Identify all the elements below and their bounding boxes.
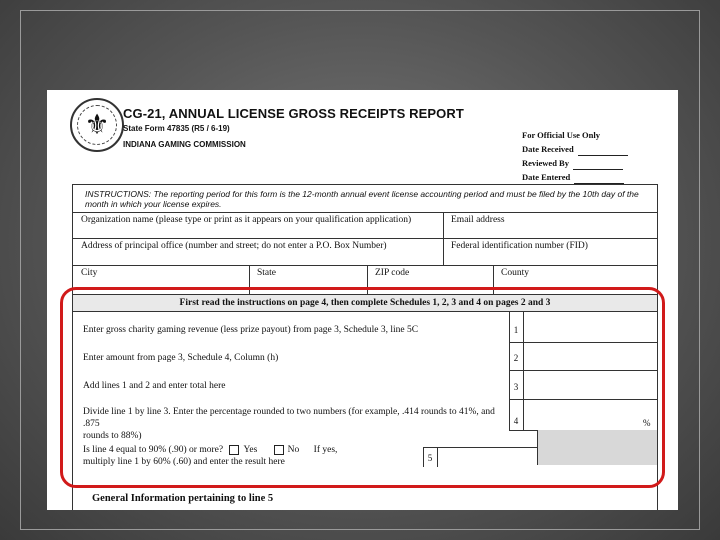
instructions-banner: First read the instructions on page 4, then complete Schedules 1, 2, 3 and 4 on pages 2 and 3 <box>73 294 657 312</box>
state-form-number: State Form 47835 (R5 / 6-19) <box>123 124 230 133</box>
email-label: Email address <box>451 215 505 225</box>
line-5-text-b: multiply line 1 by 60% (.60) and enter the result here <box>83 457 285 467</box>
line-4-number: 4 <box>513 416 519 426</box>
line-3-number: 3 <box>513 382 519 392</box>
yes-checkbox[interactable] <box>229 445 239 455</box>
line-4-percent-sign: % <box>643 418 651 428</box>
line-4-text-b: rounds to 88%) <box>83 431 142 441</box>
official-use-heading: For Official Use Only <box>522 130 600 140</box>
county-label: County <box>501 268 529 278</box>
date-received-label: Date Received <box>522 144 574 154</box>
line-5-number: 5 <box>427 453 433 463</box>
line-3-text: Add lines 1 and 2 and enter total here <box>83 381 226 391</box>
instructions-text: INSTRUCTIONS: The reporting period for this form is the 12-month annual event license accounting period and must be filed by the 10th day of the month in which your license expires. <box>85 189 639 209</box>
line-5-question: Is line 4 equal to 90% (.90) or more? <box>83 445 224 455</box>
no-checkbox[interactable] <box>274 445 284 455</box>
line-4-text <box>79 404 509 444</box>
general-info-heading: General Information pertaining to line 5 <box>92 493 274 504</box>
fid-label: Federal identification number (FID) <box>451 241 588 251</box>
line-4-text-a: Divide line 1 by line 3. Enter the percentage rounded to two numbers (for example, .414 rounds to 41%, and .875 <box>83 407 495 429</box>
no-label: No <box>287 445 300 455</box>
yes-label: Yes <box>243 445 258 455</box>
city-label: City <box>81 268 98 278</box>
agency-name: INDIANA GAMING COMMISSION <box>123 140 246 149</box>
official-use-block <box>522 128 628 184</box>
date-entered-label: Date Entered <box>522 172 571 182</box>
line-1-text: Enter gross charity gaming revenue (less prize payout) from page 3, Schedule 3, line 5C <box>83 325 419 335</box>
state-seal-icon: ⚜ <box>70 98 124 152</box>
date-received-line[interactable] <box>578 146 628 156</box>
address-label: Address of principal office (number and street; do not enter a P.O. Box Number) <box>81 241 387 251</box>
form-title: CG-21, ANNUAL LICENSE GROSS RECEIPTS REPORT <box>123 106 464 121</box>
line-2-number: 2 <box>513 353 519 363</box>
if-yes-label: If yes, <box>313 445 338 455</box>
reviewed-by-row <box>522 156 628 170</box>
reviewed-by-label: Reviewed By <box>522 158 569 168</box>
date-entered-line[interactable] <box>574 174 624 184</box>
state-label: State <box>257 268 276 278</box>
line-1-number: 1 <box>513 325 519 335</box>
form-document <box>47 90 678 510</box>
date-entered-row <box>522 170 628 184</box>
date-received-row <box>522 142 628 156</box>
reviewed-by-line[interactable] <box>573 160 623 170</box>
zip-label: ZIP code <box>375 268 410 278</box>
org-name-label: Organization name (please type or print as it appears on your qualification application) <box>81 215 412 225</box>
line-2-text: Enter amount from page 3, Schedule 4, Column (h) <box>83 353 279 363</box>
line-5-text <box>79 442 424 470</box>
report-form <box>72 184 658 510</box>
